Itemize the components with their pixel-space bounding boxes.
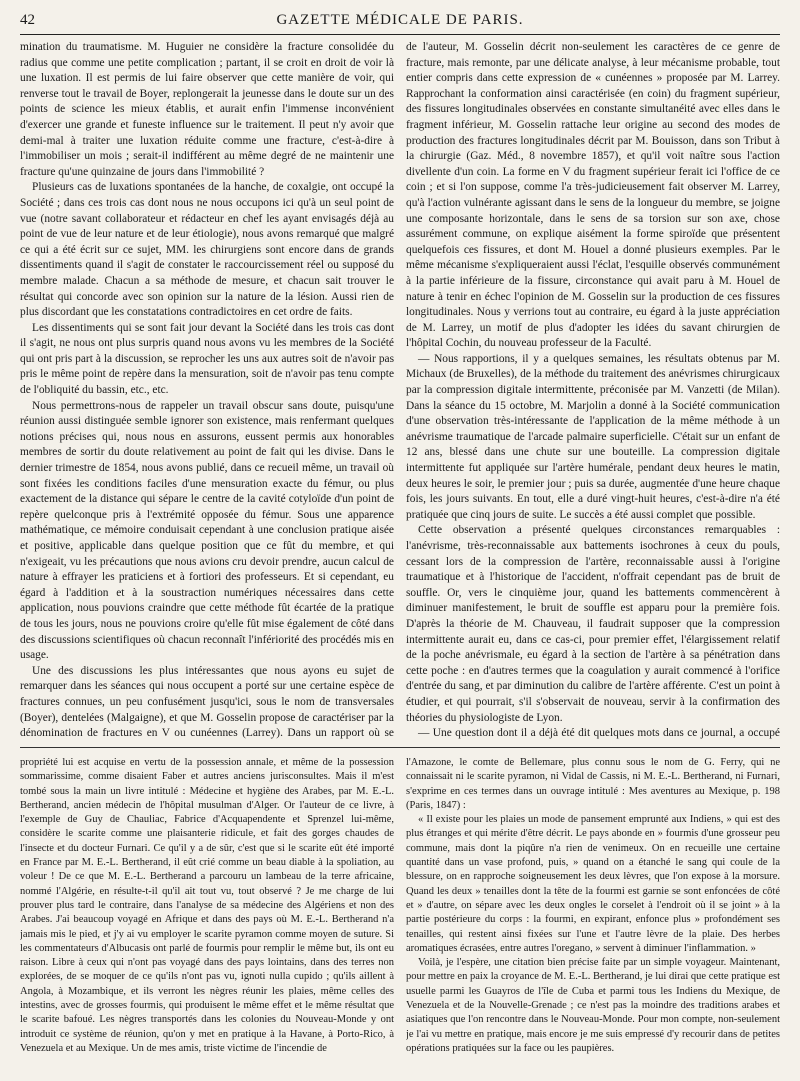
journal-title: GAZETTE MÉDICALE DE PARIS. bbox=[276, 12, 524, 28]
feuilleton-divider bbox=[20, 747, 780, 748]
paragraph: Nous permettrons-nous de rappeler un travail obscur sans doute, puisqu'une réunion aussi distinguée semble ignorer son existence, mais renfermant quelques notions précises qui, nous nous en assurons, eussent permis aux honorables membres de sortir du doute relativement au point de fait qui les divise. Dans le dernier trimestre de 1854, nous avons publié, dans ce recueil même, un travail où sont fixées les conditions faciles d'une mensuration exacte du fémur, ou plus exactement de la distance qui sépare le centre de la cavité cotyloïde d'un point de repère quelconque pris à l'extrémité opposée du fémur. Sous une apparence mathématique, ce mémoire conduisait cependant à une conclusion pratique aisée et positive, applicable dans quelque position que ce fût du membre, et qui n'exigeait, vu les précautions que nous avions cru devoir prendre, aucun calcul de nature à effrayer les praticiens et à fortiori des professeurs. Et si cependant, eu égard à l'addition et à la soustraction numériques nécessaires dans cette application, nous pouvions craindre que cette méthode fût écartée de la pratique de tous les jours, nous ne pouvions croire qu'elle fût mise également de côté dans des discussions scientifiques où chacun reconnaît l'infériorité des procédés mis en usage. bbox=[20, 399, 394, 662]
paragraph: mination du traumatisme. M. Huguier ne considère la fracture consolidée du radius que comme une petite complication ; partant, il se croit en droit de voir là une luxation. Il est permis de lui faire observer que cette manière de voir, qui renverse tout le travail de Boyer, replongerait la jeunesse dans le doute sur un des points de science les mieux établis, et aurait enfin l'immense inconvénient d'exercer une grande et funeste influence sur le traitement. Il peut n'y avoir que demi-mal à traiter une luxation réduite comme une fracture, c'est-à-dire à l'immobiliser un mois ; serait-il indifférent au même degré de ne maintenir une fracture qu'une quinzaine de jours dans l'immobilité ? bbox=[20, 41, 394, 178]
page-number: 42 bbox=[20, 12, 35, 28]
paragraph: l'Amazone, le comte de Bellemare, plus connu sous le nom de G. Ferry, qui ne connaissait ni le scarite pyramon, ni Vidal de Cassis, ni M. E.-L. Bertherand, ni Furnari, s'exprime en ces termes dans un ouvrage intitulé : Mes aventures au Mexique, p. 198 (Paris, 1847) : bbox=[406, 757, 780, 811]
paragraph: Voilà, je l'espère, une citation bien précise faite par un simple voyageur. Maintenant, pour mettre en paix la croyance de M. E.-L. Bertherand, je lui dirai que cette pratique est usuelle parmi les Guayros de l'île de Cuba et parmi tous les Indiens du Mexique, de Venezuela et de la Nouvelle-Grenade ; ce n'est pas la moindre des traditions arabes et asiatiques que l'on rencontre dans le Nouveau-Monde. Pour mon compte, non-seulement je l'ai vu mettre en pratique, mais encore je me suis empressé d'y recourir dans de petites opérations pratiquées sur la face ou les paupières. bbox=[406, 957, 780, 1054]
feuilleton-left-column bbox=[20, 756, 394, 1074]
paragraph: Les dissentiments qui se sont fait jour devant la Société dans les trois cas dont il s'agit, ne nous ont plus surpris quand nous avons vu les membres de la Société qui ont pris part à la discussion, se reprocher les uns aux autres soit de n'avoir pas pris le même point de repère dans la mensuration, soit de n'avoir pas tenu compte de l'obliquité du bassin, etc., etc. bbox=[20, 321, 394, 397]
article-left-column bbox=[20, 40, 394, 742]
paragraph: Cette observation a présenté quelques circonstances remarquables : l'anévrisme, très-reconnaissable aux battements isochrones à ceux du pouls, cessant lors de la compression de l'artère, reconnaissable aussi à l'origine traumatique et à l'historique de l'accident, n'offrait cependant pas de bruit de souffle. Or, vers le cinquième jour, quand les battements commencèrent à diminuer manifestement, le bruit de souffle est apparu pour la première fois. D'après la théorie de M. Chauveau, il faudrait supposer que la compression intermittente aurait eu, dans ce cas-ci, pour premier effet, l'élargissement relatif de la poche anévrismale, eu égard à la section de l'artère à sa pénétration dans cette poche : en d'autres termes que la coagulation y aurait commencé à l'orifice d'entrée du sang, et par diminution du calibre de l'artère afférente. C'est un point à étudier, et qui pourrait, s'il s'observait de nouveau, servir à la confirmation des théories du physiologiste de Lyon. bbox=[406, 524, 780, 724]
paragraph: — Nous rapportions, il y a quelques semaines, les résultats obtenus par M. Michaux (de Bruxelles), de la méthode du traitement des anévrismes chirurgicaux par la compression digitale intermittente, préconisée par M. Vanzetti (de Milan). Dans la séance du 15 octobre, M. Marjolin a donné à la Société communication d'une observation très-intéressante de l'application de la même méthode à un anévrisme traumatique de l'arcade palmaire superficielle. C'était sur un enfant de 12 ans, blessé dans une chute sur une bouteille. La compression digitale intermittente fut appliquée sur l'artère humérale, pendant deux heures le matin, deux heures le soir, le premier jour ; puis sa durée, augmentée d'une heure chaque fois, les jours suivants. En tout, elle a duré vingt-huit heures, c'est-à-dire n'a été pratiquée que cinq jours de suite. Le succès a été aussi complet que possible. bbox=[406, 352, 780, 521]
article-section bbox=[20, 40, 780, 742]
paragraph: de l'auteur, M. Gosselin décrit non-seulement les caractères de ce genre de fracture, mais remonte, par une délicate analyse, à leur mécanisme probable, tout entier compris dans cette expression de « cunéennes » proposée par M. Larrey. Rapprochant la conformation ainsi caractérisée (en coin) du fragment supérieur, des fissures longitudinales observées en constante simultanéité avec elles dans le fragment inférieur, M. Gosselin rattache leur origine au second des modes de production des fractures longitudinales décrit par M. Bouisson, dans son Tribut à la chirurgie (Gaz. Méd., 8 novembre 1857), et qu'il voit naître sous l'action divellente d'un coin. La forme en V du fragment supérieur ferait ici l'office de ce coin ; et si l'on suppose, comme l'a très-judicieusement fait observer M. Larrey, qu'à l'action vulnérante agissant dans le sens de la longueur du membre, se joigne une composante horizontale, dans le sens de sa torsion sur son axe, chose assurément commune, on explique aisément la forme spiroïde que présentent quelquefois ces fissures, et dont M. Houel a donné plusieurs exemples. Par le même mécanisme s'expliqueraient aussi l'éclat, l'esquille observés communément à la partie inférieure de la fissure, circonstance qui avait paru à M. Houel de nature à tenir en échec l'opinion de M. Gosselin sur la production de ces fissures longitudinales. Nous y verrions tout au contraire, eu égard à la juste appréciation de M. Larrey, un motif de plus d'adopter les idées du savant chirurgien de l'hôpital Cochin, du nouveau professeur de la Faculté. bbox=[406, 41, 780, 350]
article-right-column bbox=[406, 40, 780, 742]
paragraph: Une des discussions les plus intéressantes que nous ayons eu sujet de remarquer dans les séances qui nous occupent a porté sur une certaine espèce de fractures connues, un peu confusément jusqu'ici, sous le nom de transversales (Boyer), dentelées (Malgaigne), et que M. Gosselin propose de caractériser par la dénomination de fractures en V ou cunéennes (Larrey). Dans un rapport où se bbox=[20, 664, 394, 740]
paragraph: Plusieurs cas de luxations spontanées de la hanche, de coxalgie, ont occupé la Société ; dans ces trois cas dont nous ne nous occupons ici qu'à un seul point de vue (notre savant collaborateur et rédacteur en chef les ayant envisagés déjà au point de vue de leur nature et de leur étiologie), nous avons remarqué que malgré ce qui a été écrit sur ce sujet, MM. les chirurgiens sont encore dans de grands dissentiments quand il s'agit de constater le raccourcissement réel ou supposé du membre malade. Chacun a sa méthode de mesure, et chacun sait trouver le résultat qui concorde avec son opinion sur la nature de la lésion. Aussi rien de plus discordant que les constatations contradictoires en cet ordre de faits. bbox=[20, 181, 394, 319]
paragraph: propriété lui est acquise en vertu de la possession annale, et même de la possession sommarissime, comme disaient Faber et autres anciens jurisconsultes. Mais il m'est tombé sous la main un livre intitulé : Médecine et hygiène des Arabes, par M. E.-L. Bertherand, ancien médecin de l'hôpital musulman d'Alger. Or l'auteur de ce livre, à l'exemple de Guy de Chauliac, Fabrice d'Acquapendente et Sprenzel lui-même, considère le scarite comme une plaisanterie ridicule, et fait des gorges chaudes de l'insecte et du docteur Furnari. Ce qu'il y a de sûr, c'est que si le scarite eût été importé en France par M. E.-L. Bertherand, il eût crié comme un beau diable à la spoliation, au voleur ! De ce que M. E.-L. Bertherand a parcouru un lambeau de la terre africaine, nommé l'Algérie, en résulte-t-il qu'il ait tout vu, tout observé ? Je me charge de lui prouver plus tard le contraire, dans l'analyse de sa médecine des Algériens et non des Arabes. J'ai beaucoup voyagé en Afrique et dans des pays où M. E.-L. Bertherand n'a jamais mis le pied, et j'y ai vu employer le scarite pyramon comme moyen de suture. Si les commentateurs d'Albucasis ont parlé de fourmis pour remplir le même but, ils ont eu raison. Libre à ceux qui n'ont pas voyagé dans des pays lointains, dans des terres non explorées, de se moquer de ce qu'ils n'ont pas vu, ignoti nulla cupido ; qu'ils aillent à Angola, à Mozambique, et ils verront les nègres réunir les plaies, même celles des intestins, avec de grosses fourmis, qui produisent le même effet et le même résultat que le scarite bafoué. Les nègres transportés dans les colonies du Nouveau-Monde y ont introduit ce système de réunion, qu'on y met en pratique à la Havane, à Porto-Rico, à Venezuela et au Mexique. Un de mes amis, triste victime de l'incendie de bbox=[20, 757, 394, 1054]
page-header bbox=[20, 10, 780, 35]
quotation: « Il existe pour les plaies un mode de pansement emprunté aux Indiens, » qui est des plus étranges et qui mérite d'être décrit. Le pays abonde en » fourmis d'une grosseur peu commune, mais dont la piqûre n'a rien de venimeux. On en recueille une certaine quantité dans un vase profond, puis, » quand on a étanché le sang qui coule de la blessure, on en rapproche soigneusement les deux lèvres, que l'on expose à la morsure. Quand les deux » tenailles dont la tête de la fourmi est garnie se sont enfoncées de côté et » d'autre, on sépare avec les deux ongles le corselet à l'endroit où il se joint » à la partie postérieure du corps : la fourmi, en expirant, enfonce plus » profondément ses tenailles, qui restent ainsi fixées sur l'une et l'autre lèvre de la plaie. Des herbes aromatiques écrasées, entre autres l'oregano, » servent à diminuer l'inflammation. » bbox=[406, 814, 780, 954]
paragraph: — Une question dont il a déjà été dit quelques mots dans ce journal, a occupé bbox=[418, 727, 780, 740]
feuilleton-section bbox=[20, 756, 780, 1074]
feuilleton-right-column bbox=[406, 756, 780, 1074]
